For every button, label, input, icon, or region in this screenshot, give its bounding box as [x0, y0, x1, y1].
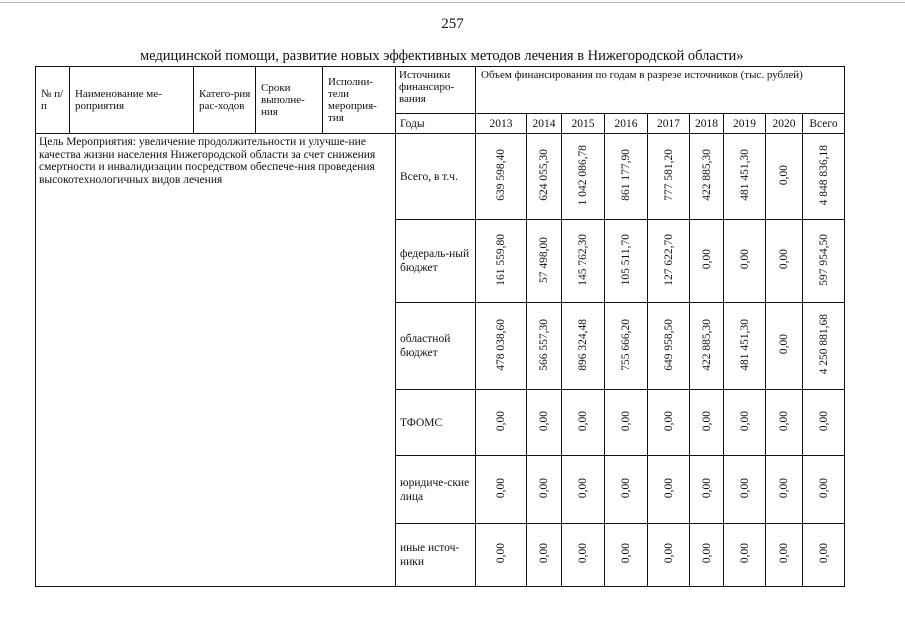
value-cell: 422 885,30 — [700, 318, 713, 371]
year-cell: 2016 — [605, 114, 648, 134]
value-cell: 0,00 — [538, 543, 550, 564]
financing-table — [35, 66, 845, 587]
year-cell: Всего — [803, 114, 845, 134]
value-cell: 0,00 — [778, 543, 790, 564]
source-label: иные источ-ники — [396, 524, 476, 587]
year-cell: 2015 — [562, 114, 605, 134]
header-num: № п/п — [36, 67, 70, 134]
value-cell: 896 324,48 — [577, 318, 589, 371]
value-cell: 597 954,50 — [817, 233, 830, 286]
source-label: ТФОМС — [396, 390, 476, 456]
value-cell: 0,00 — [778, 334, 790, 355]
value-cell: 0,00 — [817, 543, 830, 564]
value-cell: 4 250 881,68 — [817, 314, 830, 375]
value-cell: 0,00 — [700, 249, 713, 270]
value-cell: 0,00 — [700, 410, 713, 432]
value-cell: 0,00 — [495, 543, 507, 564]
value-cell: 755 666,20 — [620, 318, 632, 371]
value-cell: 0,00 — [577, 410, 589, 432]
value-cell: 0,00 — [538, 477, 550, 499]
source-label: юридиче-ские лица — [396, 456, 476, 524]
year-cell: 2013 — [476, 114, 527, 134]
value-cell: 624 055,30 — [538, 149, 550, 201]
value-cell: 0,00 — [817, 477, 830, 499]
source-label: федераль-ный бюджет — [396, 220, 476, 303]
value-cell: 105 511,70 — [620, 233, 632, 286]
year-cell: 2018 — [690, 114, 724, 134]
header-sources: Источники финансиро-вания — [396, 67, 476, 114]
value-cell: 0,00 — [620, 410, 632, 432]
value-cell: 0,00 — [620, 543, 632, 564]
document-subtitle: медицинской помощи, развитие новых эффективных методов лечения в Нижегородской области» — [140, 48, 744, 64]
value-cell: 478 038,60 — [495, 318, 507, 371]
value-cell: 649 958,50 — [662, 318, 675, 371]
value-cell: 127 622,70 — [662, 233, 675, 286]
header-category: Катего-рия рас-ходов — [194, 67, 256, 134]
source-label: Всего, в т.ч. — [396, 134, 476, 220]
year-cell: 2017 — [648, 114, 690, 134]
value-cell: 57 498,00 — [538, 236, 550, 283]
value-cell: 566 557,30 — [538, 318, 550, 371]
value-cell: 639 598,40 — [495, 149, 507, 201]
value-cell: 0,00 — [778, 477, 790, 499]
page-number: 257 — [441, 16, 464, 32]
value-cell: 0,00 — [577, 543, 589, 564]
year-cell: 2019 — [724, 114, 766, 134]
value-cell: 0,00 — [778, 410, 790, 432]
value-cell: 0,00 — [620, 477, 632, 499]
value-cell: 0,00 — [738, 249, 751, 270]
source-label: областной бюджет — [396, 303, 476, 390]
header-executors: Исполни-тели мероприя-тия — [323, 67, 396, 134]
value-cell: 0,00 — [738, 410, 751, 432]
value-cell: 0,00 — [662, 410, 675, 432]
header-volume: Объем финансирования по годам в разрезе источников (тыс. рублей) — [476, 67, 845, 114]
header-name: Наименование ме-роприятия — [70, 67, 194, 134]
value-cell: 0,00 — [700, 543, 713, 564]
value-cell: 422 885,30 — [700, 149, 713, 201]
value-cell: 481 451,30 — [738, 318, 751, 371]
year-cell: 2020 — [766, 114, 803, 134]
value-cell: 861 177,90 — [620, 149, 632, 201]
value-cell: 0,00 — [538, 410, 550, 432]
value-cell: 0,00 — [778, 164, 790, 186]
value-cell: 0,00 — [817, 410, 830, 432]
header-terms: Сроки выполне-ния — [256, 67, 323, 134]
value-cell: 0,00 — [738, 477, 751, 499]
value-cell: 0,00 — [495, 410, 507, 432]
value-cell: 481 451,30 — [738, 149, 751, 201]
year-cell: 2014 — [527, 114, 562, 134]
value-cell: 0,00 — [700, 477, 713, 499]
value-cell: 777 581,20 — [662, 149, 675, 201]
value-cell: 0,00 — [577, 477, 589, 499]
goal-text: Цель Мероприятия: увеличение продолжительности и улучше-ние качества жизни населения Нижегородской области за счет снижения смертности и инвалидизации посредством обеспече-ния проведения высокотехнологичных видов лечения — [36, 134, 396, 587]
table-row — [36, 134, 845, 220]
value-cell: 0,00 — [738, 543, 751, 564]
value-cell: 145 762,30 — [577, 233, 589, 286]
value-cell: 1 042 086,78 — [577, 144, 589, 206]
value-cell: 0,00 — [495, 477, 507, 499]
value-cell: 0,00 — [662, 477, 675, 499]
value-cell: 0,00 — [662, 543, 675, 564]
header-years-label: Годы — [396, 114, 476, 134]
page-top-rule — [0, 2, 905, 3]
value-cell: 4 848 836,18 — [817, 144, 830, 206]
value-cell: 0,00 — [778, 249, 790, 270]
value-cell: 161 559,80 — [495, 233, 507, 286]
